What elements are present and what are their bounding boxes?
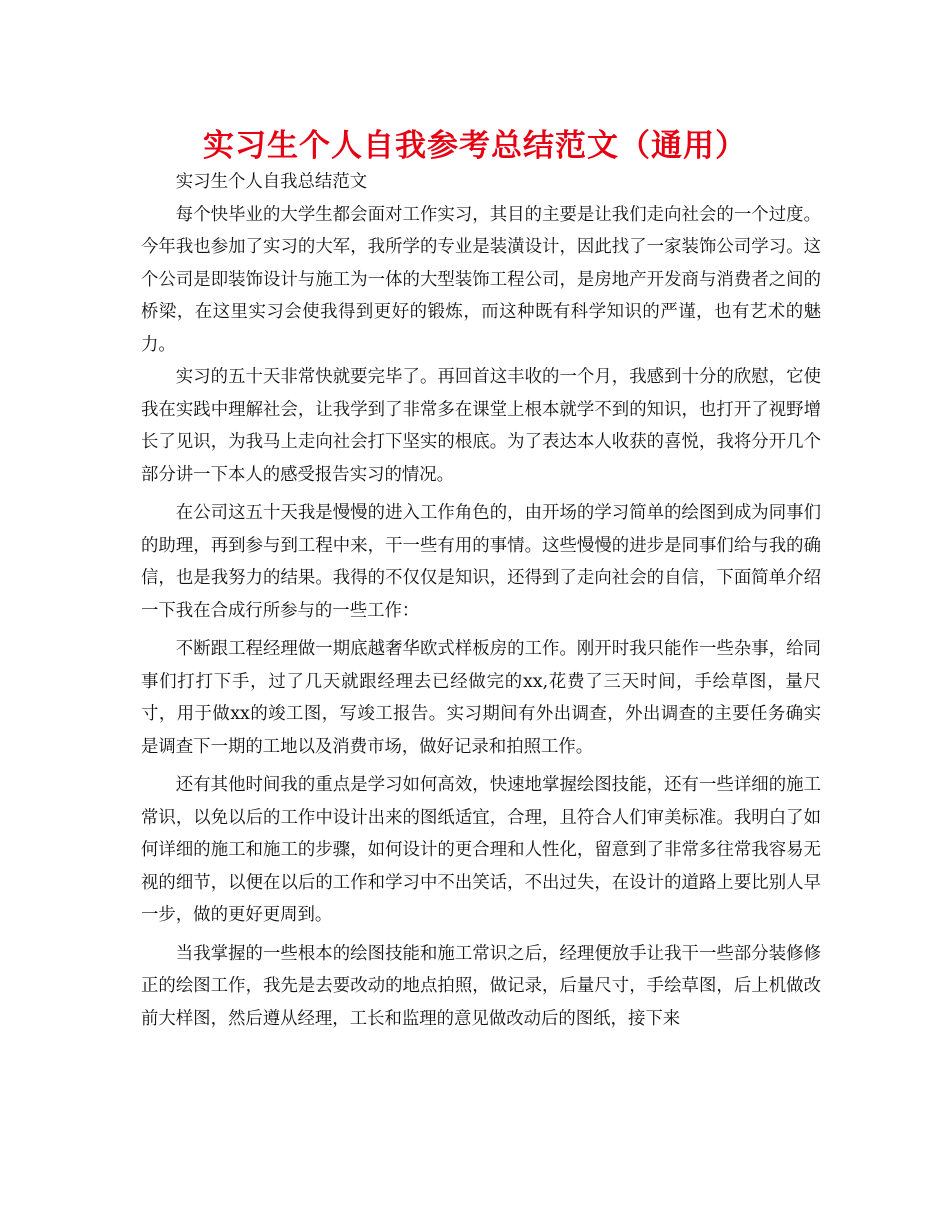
paragraph-1: 每个快毕业的大学生都会面对工作实习，其目的主要是让我们走向社会的一个过度。今年我也参加了实习的大军，我所学的专业是装潢设计，因此找了一家装饰公司学习。这个公司是即装饰设计与施工为一体的大型装饰工程公司，是房地产开发商与消费者之间的桥梁，在这里实习会使我得到更好的锻炼，而这种既有科学知识的严谨，也有艺术的魅力。 bbox=[141, 204, 821, 355]
paragraph-6: 当我掌握的一些根本的绘图技能和施工常识之后，经理便放手让我干一些部分装修修正的绘图工作，我先是去要改动的地点拍照，做记录，后量尺寸，手绘草图，后上机做改前大样图，然后遵从经理，工长和监理的意见做改动后的图纸，接下来 bbox=[141, 943, 821, 1029]
paragraph-3: 在公司这五十天我是慢慢的进入工作角色的，由开场的学习简单的绘图到成为同事们的助理，再到参与到工程中来，干一些有用的事情。这些慢慢的进步是同事们给与我的确信，也是我努力的结果。我得的不仅仅是知识，还得到了走向社会的自信，下面简单介绍一下我在合成行所参与的一些工作： bbox=[141, 503, 821, 621]
document-subtitle: 实习生个人自我总结范文 bbox=[175, 172, 368, 192]
document-title: 实习生个人自我参考总结范文（通用） bbox=[203, 128, 747, 164]
paragraph-4: 不断跟工程经理做一期底越奢华欧式样板房的工作。刚开时我只能作一些杂事，给同事们打打下手，过了几天就跟经理去已经做完的xx,花费了三天时间，手绘草图，量尺寸，用于做xx的竣工图，写竣工报告。实习期间有外出调查，外出调查的主要任务确实是调查下一期的工地以及消费市场，做好记录和拍照工作。 bbox=[141, 639, 821, 757]
document-body bbox=[141, 166, 821, 1035]
paragraph-5: 还有其他时间我的重点是学习如何高效，快速地掌握绘图技能，还有一些详细的施工常识，以免以后的工作中设计出来的图纸适宜，合理，且符合人们审美标准。我明白了如何详细的施工和施工的步骤，如何设计的更合理和人性化，留意到了非常多往常我容易无视的细节，以便在以后的工作和学习中不出笑话，不出过失，在设计的道路上要比别人早一步，做的更好更周到。 bbox=[141, 775, 821, 925]
paragraph-2: 实习的五十天非常快就要完毕了。再回首这丰收的一个月，我感到十分的欣慰，它使我在实践中理解社会，让我学到了非常多在课堂上根本就学不到的知识，也打开了视野增长了见识，为我马上走向社会打下坚实的根底。为了表达本人收获的喜悦，我将分开几个部分讲一下本人的感受报告实习的情况。 bbox=[141, 367, 821, 485]
